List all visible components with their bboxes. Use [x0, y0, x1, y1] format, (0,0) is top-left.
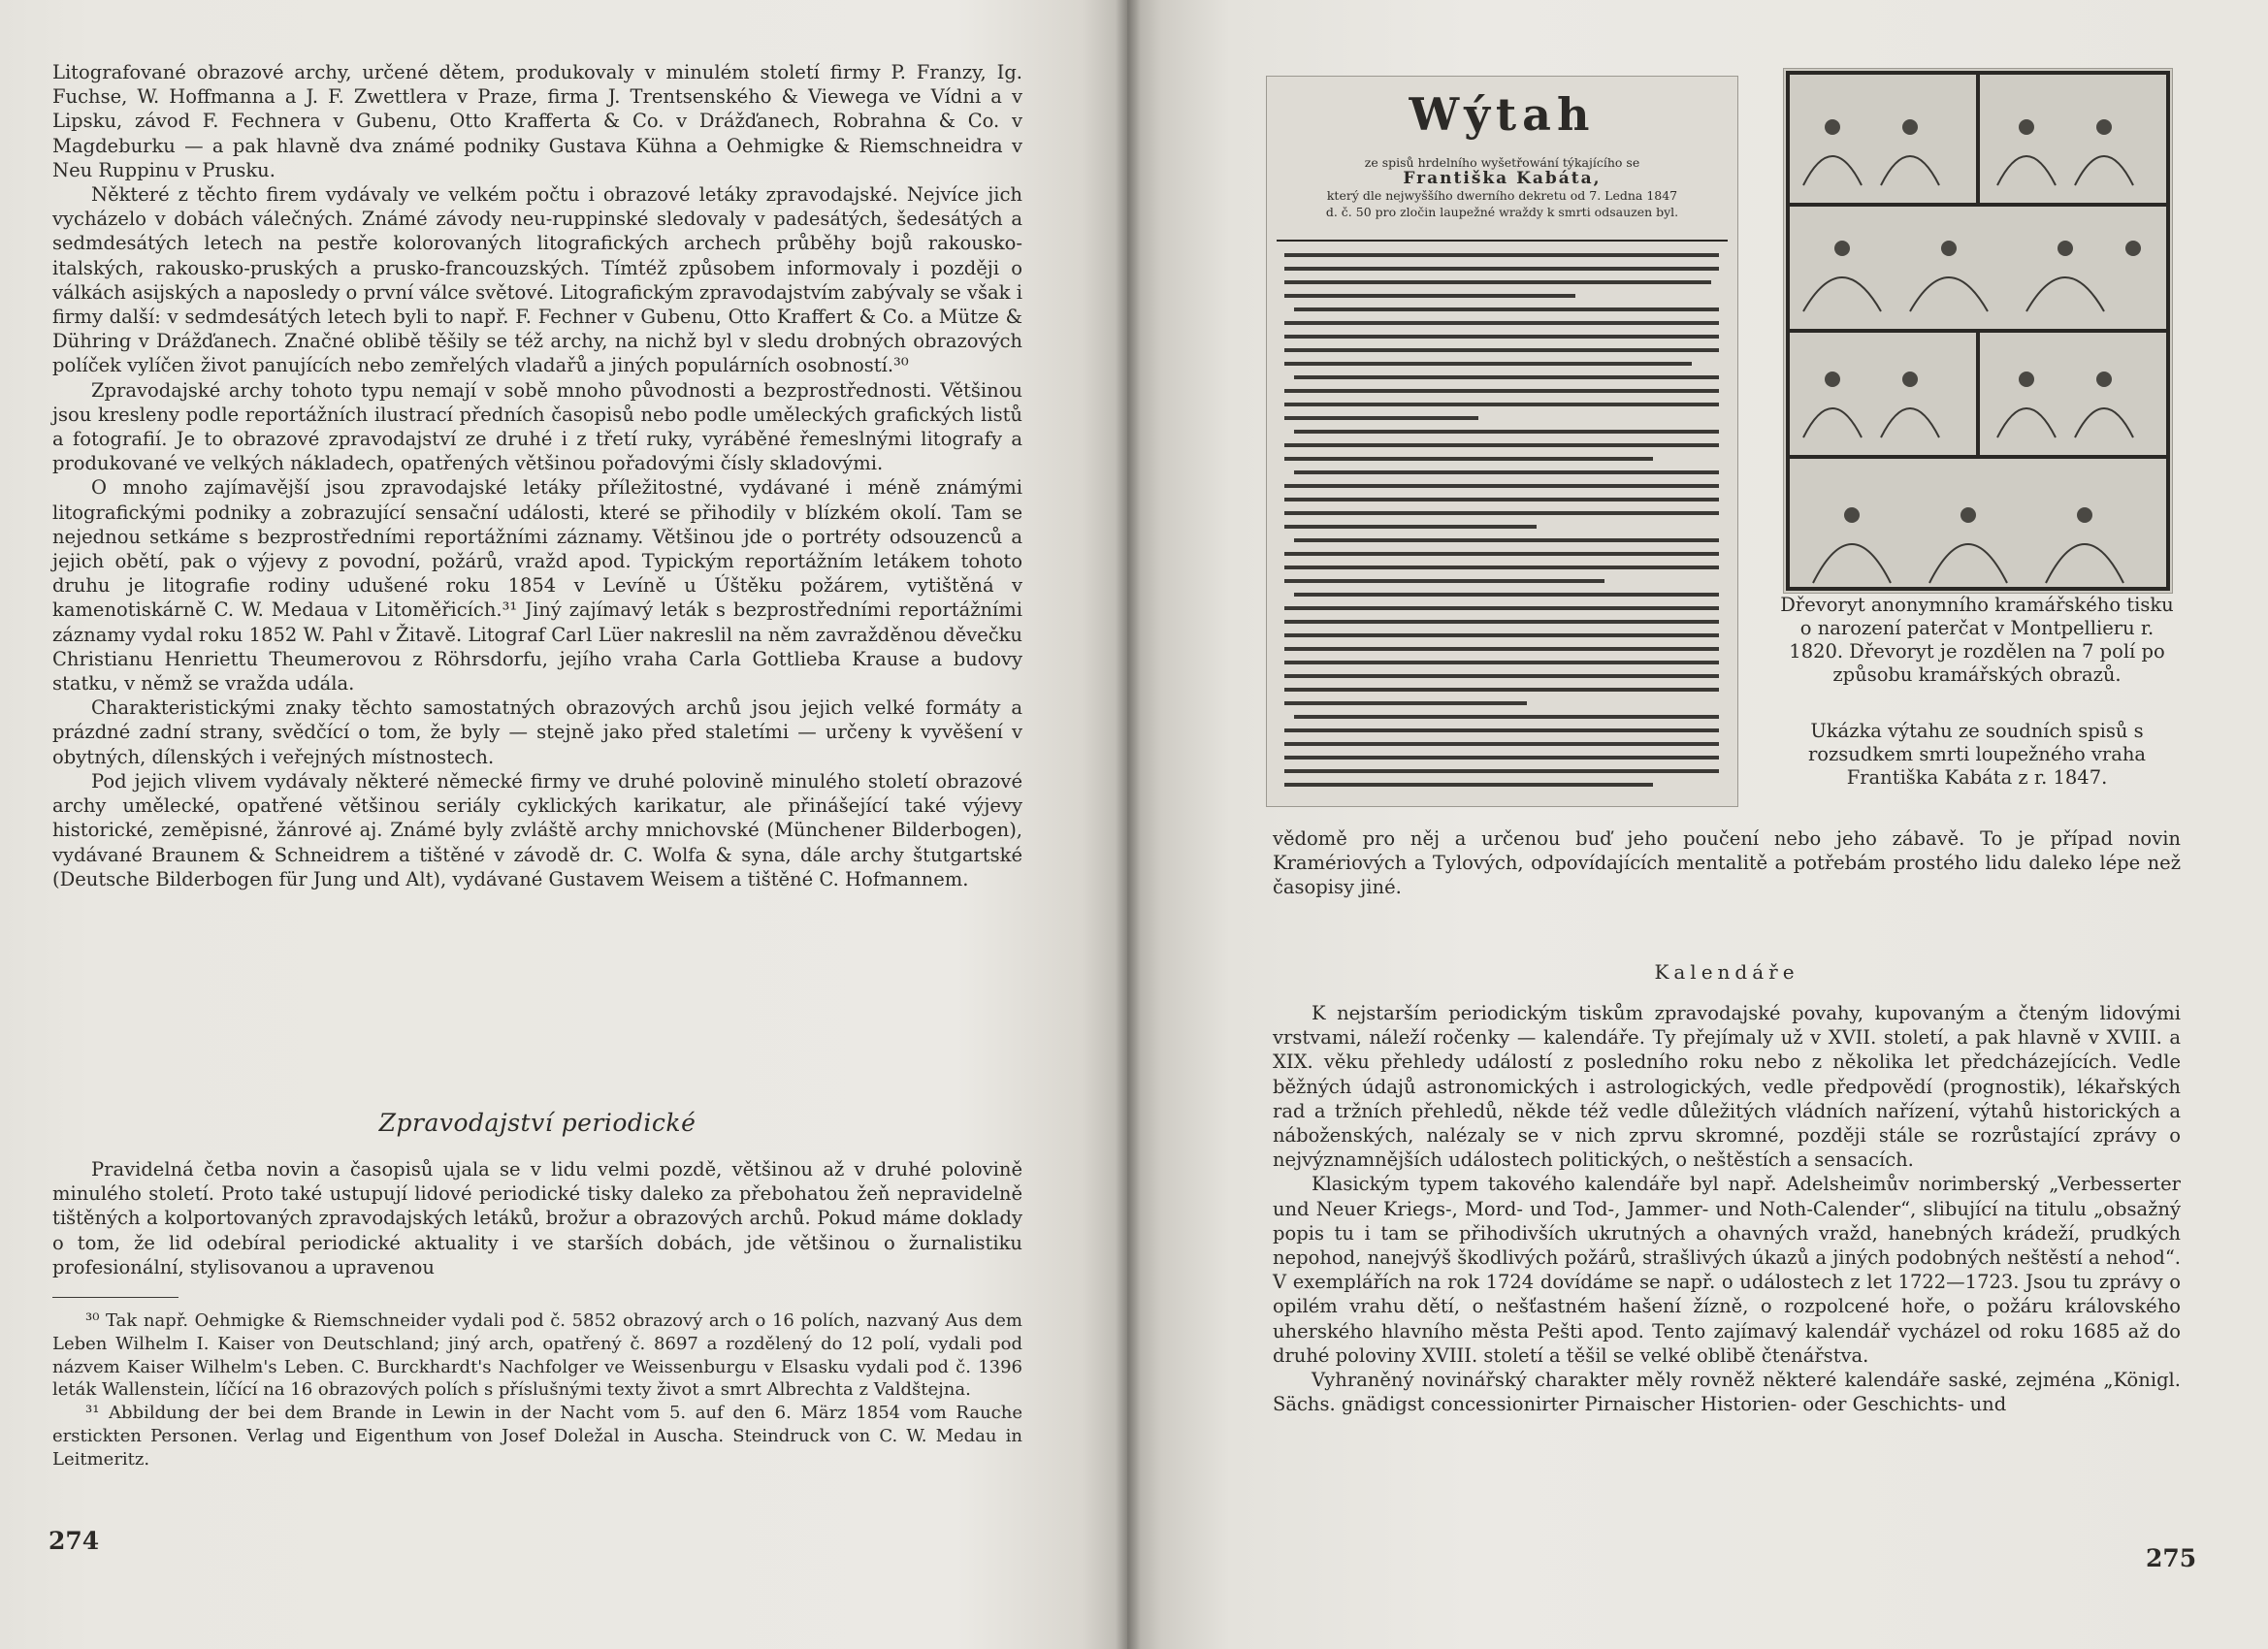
paragraph: Pravidelná četba novin a časopisů ujala se v lidu velmi pozdě, většinou až v druhé polovině minulého století. Proto také ustupují lidové periodické tisky daleko za přebohatou žeň nepravidelně tištěných a kolportovaných zpravodajských letáků, brožur a obrazových archů. Pokud máme doklady o tom, že lid odebíral periodické aktuality i ve starších dobách, jde většinou o žurnalistiku profesionální, stylisovanou a upravenou — [52, 1158, 1022, 1278]
paragraph: K nejstarším periodickým tiskům zpravodajské povahy, kupovaným a čteným lidovými vrstvami, náleží ročenky — kalendáře. Ty přejímaly už v XVII. století, a pak hlavně v XVIII. a XIX. věku přehledy událostí z posledního roku nebo z několika let předcházejících. Vedle běžných údajů astronomických i astrologických, vedle předpovědí (prognostik), lékařských rad a tržních přehledů, někde též vedle důležitých vládních nařízení, výtahů historických a náboženských, nalézaly se v nich zprvu skromné, později stále se rozrůstající zprávy o nejvýznamnějších událostech politických, o neštěstích a sensacích. — [1273, 1002, 2181, 1172]
extract-title: Wýtah — [1409, 88, 1596, 141]
paragraph: Pod jejich vlivem vydávaly některé německé firmy ve druhé polovině minulého století obrazové archy umělecké, opatřené většinou seriály cyklických karikatur, ale přinášející také výjevy historické, zeměpisné, žánrové aj. Známé byly zvláště archy mnichovské (Münchener Bilderbogen), vydávané Braunem & Schneidrem a tištěné v závodě dr. C. Wolfa & syna, dále archy štutgartské (Deutsche Bilderbogen für Jung und Alt), vydávané Gustavem Weisem a tištěné C. Hofmannem. — [52, 769, 1022, 890]
paragraph: Vyhraněný novinářský charakter měly rovněž některé kalendáře saské, zejména „Königl. Sächs. gnädigst concessionirter Pirnaischer Historien- oder Geschichts- und — [1273, 1369, 2181, 1416]
woodcut-caption: Dřevoryt anonymního kramářského tisku o narození paterčat v Montpellieru r. 1820. Dřevoryt je rozdělen na 7 polí po způsobu kramářských obrazů. — [1780, 594, 2174, 686]
extract-caption: Ukázka výtahu ze soudních spisů s rozsudkem smrti loupežného vraha Františka Kabáta z r. 1847. — [1807, 720, 2147, 789]
page-number: 275 — [2146, 1544, 2197, 1572]
woodcut-image — [1784, 69, 2172, 593]
paragraph: O mnoho zajímavější jsou zpravodajské letáky příležitostné, vydávané i méně známými litografickými podniky a zobrazující sensační události, které se přihodily v blízkém okolí. Tam se nejednou setkáme s bezprostředními reportážními záznamy. Většinou jde o portréty odsouzenců a jejich obětí, pak o výjevy z povodní, požárů, vražd apod. Typickým reportážním letákem tohoto druhu je litografie rodiny udušené roku 1854 v Levíně u Úštěku požárem, vytištěná v kamenotiskárně C. W. Medaua v Litoměřicích.³¹ Jiný zajímavý leták s bezprostředními reportážními záznamy vydal roku 1852 W. Pahl v Žitavě. Litograf Carl Lüer nakreslil na něm zavražděnou děvečku Christianu Henriettu Theumerovou z Röhrsdorfu, jejího vraha Carla Gottlieba Krause a budovy statku, v němž se vražda udála. — [52, 476, 1022, 695]
footnote: ³⁰ Tak např. Oehmigke & Riemschneider vydali pod č. 5852 obrazový arch o 16 polích, nazvaný Aus dem Leben Wilhelm I. Kaiser von Deutschland; jiný arch, opatřený č. 8697 a rozdělený do 12 polí, vydali pod názvem Kaiser Wilhelm's Leben. C. Burckhardt's Nachfolger ve Weissenburgu v Elsasku vydali pod č. 1396 leták Wallenstein, líčící na 16 obrazových polích s příslušnými texty život a smrt Albrechta z Valdštejna. — [52, 1310, 1022, 1401]
paragraph: Klasickým typem takového kalendáře byl např. Adelsheimův norimberský „Verbesserter und Neuer Kriegs-, Mord- und Tod-, Jammer- und Noth-Calender“, slibující na titulu „obsažný popis tu i tam se přihodivších ukrutných a ohavných vražd, hanebných krádeží, prudkých nepohod, nanejvýš škodlivých požárů, strašlivých úkazů a jiných podobných neštěstí a nehod“. V exemplářích na rok 1724 dovídáme se např. o událostech z let 1722—1723. Jsou tu zprávy o opilém vrahu dětí, o nešťastném hašení žízně, o rozpolcené hoře, o požáru královského uherského hlavního města Pešti apod. Tento zajímavý kalendář vycházel od roku 1685 až do druhé poloviny XVIII. století a těšil se velké oblibě čtenářstva. — [1273, 1173, 2181, 1367]
section-heading: Zpravodajství periodické — [378, 1109, 697, 1137]
extract-line: který dle nejwyššího dwerního dekretu od 7. Ledna 1847 — [1326, 188, 1678, 203]
section-heading: Kalendáře — [1654, 960, 1799, 984]
right-body-continued — [1273, 826, 2181, 900]
paragraph: vědomě pro něj a určenou buď jeho poučení nebo jeho zábavě. To je případ novin Kramériových a Tylových, odpovídajících mentalitě a potřebám prostého lidu daleko lépe než časopisy jiné. — [1273, 827, 2181, 899]
book-gutter — [1116, 0, 1141, 1649]
paragraph: Zpravodajské archy tohoto typu nemají v sobě mnoho původnosti a bezprostřednosti. Většinou jsou kresleny podle reportážních ilustrací předních časopisů nebo podle uměleckých grafických listů a fotografií. Je to obrazové zpravodajství ze druhé i z třetí ruky, vyráběné řemeslnými litografy a produkované ve velkých nákladech, opatřených většinou pořadovými čísly skladovými. — [52, 378, 1022, 475]
document-extract-figure — [1266, 76, 1738, 807]
extract-body-text — [1267, 77, 1737, 806]
left-body — [52, 60, 1022, 891]
right-body — [1273, 1001, 2181, 1416]
paragraph: Některé z těchto firem vydávaly ve velkém počtu i obrazové letáky zpravodajské. Nejvíce jich vycházelo v dobách válečných. Známé závody neu-ruppinské sledovaly v padesátých, šedesátých a sedmdesátých letech na pestře kolorovaných litografických archech průběhy bojů rakousko-italských, rakousko-pruských a prusko-francouzských. Tímtéž způsobem informovaly i později o válkách asijských a naposledy o první válce světové. Litografickým zpravodajstvím zabývaly se však i firmy další: v sedmdesátých letech byli to např. F. Fechner v Gubenu, Otto Kraffert & Co. a Mütze & Dühring v Drážďanech. Značné oblibě těšily se též archy, na nichž byl v sledu drobných obrazových políček vylíčen život panujících nebo zemřelých vladařů a jiných populárních osobností.³⁰ — [52, 183, 1022, 377]
paragraph: Litografované obrazové archy, určené dětem, produkovaly v minulém století firmy P. Franzy, Ig. Fuchse, W. Hoffmanna a J. F. Zwettlera v Praze, firma J. Trentsenského & Viewega ve Vídni a v Lipsku, závod F. Fechnera v Gubenu, Otto Krafferta & Co. v Drážďanech, Robrahna & Co. v Magdeburku — a pak hlavně dva známé podniky Gustava Kühna a Oehmigke & Riemschneidra v Neu Ruppinu v Prusku. — [52, 61, 1022, 181]
page-number: 274 — [49, 1527, 100, 1555]
footnotes — [52, 1310, 1022, 1471]
section-body — [52, 1157, 1022, 1279]
woodcut-figure — [1783, 68, 2173, 594]
paragraph: Charakteristickými znaky těchto samostatných obrazových archů jsou jejich velké formáty a prázdné zadní strany, svědčící o tom, že byly — stejně jako před staletími — určeny k vyvěšení v obytných, dílenských i veřejných místnostech. — [52, 696, 1022, 768]
footnote: ³¹ Abbildung der bei dem Brande in Lewin in der Nacht vom 5. auf den 6. März 1854 vom Rauche erstickten Personen. Verlag und Eigenthum von Josef Doležal in Auscha. Steindruck von C. W. Medau in Leitmeritz. — [52, 1403, 1022, 1470]
footnote-divider — [52, 1297, 178, 1298]
extract-line: d. č. 50 pro zločin laupežné wraždy k smrti odsauzen byl. — [1325, 205, 1679, 219]
extract-line: ze spisů hrdelního wyšetřowání týkajícího se — [1364, 155, 1640, 170]
extract-line: Františka Kabáta, — [1403, 169, 1602, 188]
